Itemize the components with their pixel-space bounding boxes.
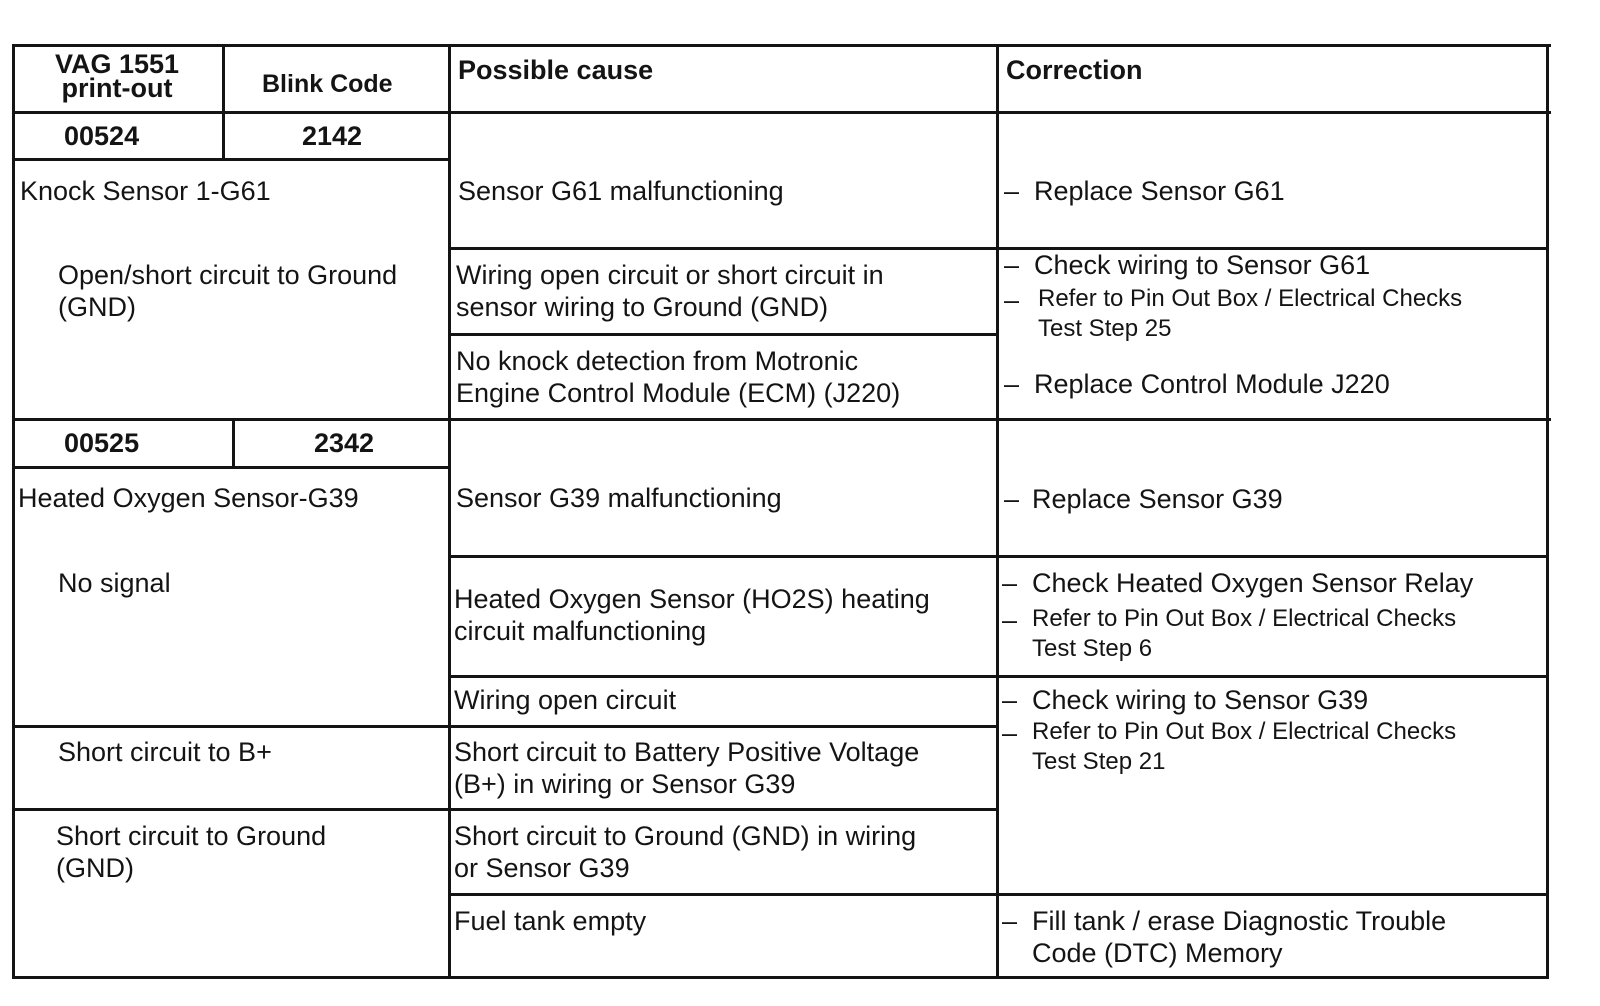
f2-correction-3-line2: Test Step 6 xyxy=(1032,635,1153,662)
f1-correction-2: Check wiring to Sensor G61 xyxy=(1034,250,1371,280)
header-bottom-rule xyxy=(12,111,1551,114)
f1-correction-3-line2: Test Step 25 xyxy=(1038,315,1172,342)
header-correction: Correction xyxy=(1006,55,1143,85)
f2-correction-2: Check Heated Oxygen Sensor Relay xyxy=(1032,568,1474,598)
f2-cause-5-line2: or Sensor G39 xyxy=(454,853,630,883)
f2-correction-5-line2: Test Step 21 xyxy=(1032,748,1166,775)
f2-cause-4-line2: (B+) in wiring or Sensor G39 xyxy=(454,769,796,799)
f2-blink-code: 2342 xyxy=(314,428,375,458)
f2-cause-1: Sensor G39 malfunctioning xyxy=(456,483,782,513)
f1-cause-3-line1: No knock detection from Motronic xyxy=(456,346,859,376)
bullet-dash: – xyxy=(1004,250,1020,280)
f1-cause-1: Sensor G61 malfunctioning xyxy=(458,176,784,206)
bullet-dash: – xyxy=(1002,685,1018,715)
f1-code-row-bottom xyxy=(12,158,450,161)
header-vag-line2: print-out xyxy=(61,73,173,103)
table-border-right xyxy=(1546,44,1549,979)
table-border-bottom xyxy=(12,976,1548,979)
f2-correction-6-line2: Code (DTC) Memory xyxy=(1032,938,1283,968)
bullet-dash: – xyxy=(1002,568,1018,598)
col-sep-cause xyxy=(448,44,451,979)
f2-cause-3: Wiring open circuit xyxy=(454,685,677,715)
col-sep-blink-2 xyxy=(232,420,235,468)
bullet-dash: – xyxy=(1002,718,1018,748)
f2-code-row-bottom xyxy=(12,466,450,469)
f2-cause-2-line2: circuit malfunctioning xyxy=(454,616,707,646)
f2-cause-sep-1 xyxy=(448,555,1549,558)
col-sep-correction xyxy=(996,44,999,979)
fault-boundary xyxy=(12,418,1551,421)
f2-code: 00525 xyxy=(64,428,140,458)
f2-cause-sep-2 xyxy=(448,675,1549,678)
f1-cause-3-line2: Engine Control Module (ECM) (J220) xyxy=(456,378,901,408)
f2-cause-2-line1: Heated Oxygen Sensor (HO2S) heating xyxy=(454,584,930,614)
f2-correction-5-line1: Refer to Pin Out Box / Electrical Checks xyxy=(1032,718,1457,745)
header-vag-line1: VAG 1551 xyxy=(54,49,180,79)
bullet-dash: – xyxy=(1004,369,1020,399)
f2-correction-3-line1: Refer to Pin Out Box / Electrical Checks xyxy=(1032,605,1457,632)
header-possible-cause: Possible cause xyxy=(458,55,654,85)
f1-condition-line1: Open/short circuit to Ground xyxy=(58,260,398,290)
f2-left-sep-2 xyxy=(12,808,999,811)
f1-cause-2-line2: sensor wiring to Ground (GND) xyxy=(456,292,829,322)
f2-correction-1: Replace Sensor G39 xyxy=(1032,484,1283,514)
f2-cause-5-line1: Short circuit to Ground (GND) in wiring xyxy=(454,821,917,851)
col-sep-blink xyxy=(222,44,225,160)
bullet-dash: – xyxy=(1004,285,1020,315)
f2-left-sep-1 xyxy=(12,725,999,728)
header-blink-code: Blink Code xyxy=(262,70,393,98)
f2-cause-sep-3 xyxy=(448,893,1549,896)
header-vag-label xyxy=(22,49,212,103)
f1-cause-sep-2 xyxy=(448,333,998,336)
table-border-top xyxy=(12,44,1551,47)
bullet-dash: – xyxy=(1002,605,1018,635)
f1-correction-1: Replace Sensor G61 xyxy=(1034,176,1285,206)
bullet-dash: – xyxy=(1004,484,1020,514)
f2-cause-6: Fuel tank empty xyxy=(454,906,647,936)
table-border-left xyxy=(12,44,15,979)
f2-condition-short-gnd-line1: Short circuit to Ground xyxy=(56,821,327,851)
f2-condition-no-signal: No signal xyxy=(58,568,171,598)
bullet-dash: – xyxy=(1004,176,1020,206)
f2-cause-4-line1: Short circuit to Battery Positive Voltage xyxy=(454,737,920,767)
f2-correction-6-line1: Fill tank / erase Diagnostic Trouble xyxy=(1032,906,1447,936)
f1-code: 00524 xyxy=(64,121,140,151)
f2-condition-short-gnd-line2: (GND) xyxy=(56,853,134,883)
f1-condition-line2: (GND) xyxy=(58,292,136,322)
bullet-dash: – xyxy=(1002,906,1018,936)
f2-condition-short-bplus: Short circuit to B+ xyxy=(58,737,272,767)
f1-blink-code: 2142 xyxy=(302,121,363,151)
f2-correction-4: Check wiring to Sensor G39 xyxy=(1032,685,1369,715)
f1-cause-sep-1 xyxy=(448,247,1549,250)
f1-correction-3-line1: Refer to Pin Out Box / Electrical Checks xyxy=(1038,285,1463,312)
f1-component-name: Knock Sensor 1-G61 xyxy=(20,176,271,206)
f1-correction-4: Replace Control Module J220 xyxy=(1034,369,1390,399)
f2-component-name: Heated Oxygen Sensor-G39 xyxy=(18,483,359,513)
f1-cause-2-line1: Wiring open circuit or short circuit in xyxy=(456,260,884,290)
